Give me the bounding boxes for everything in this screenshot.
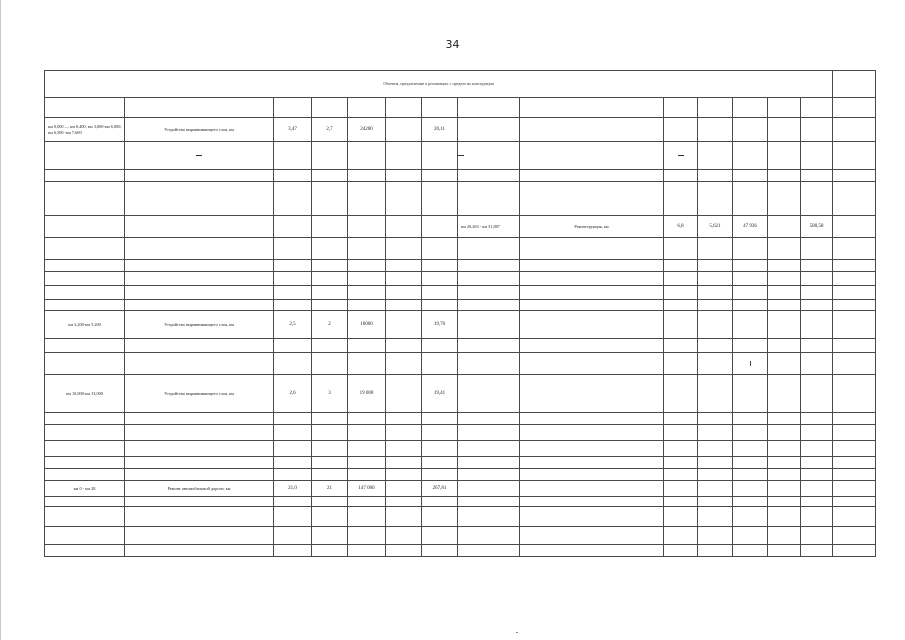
- work-cell: Ремонт автомобильной дороги, км: [125, 481, 274, 497]
- dash-mark: [678, 155, 684, 156]
- work-cell: Устройство выравнивающего слоя, км: [125, 375, 274, 413]
- value-cell: 21: [312, 481, 348, 497]
- table-row: [45, 497, 876, 507]
- table-row: [45, 98, 876, 118]
- table-row: [45, 339, 876, 353]
- value-cell: 2: [312, 311, 348, 339]
- table-row: [45, 311, 876, 339]
- value-cell: 20,11: [422, 118, 458, 142]
- value-cell: 2,6: [274, 375, 312, 413]
- value-cell: 19,70: [422, 311, 458, 339]
- value-cell: 19,41: [422, 375, 458, 413]
- table-row: [45, 182, 876, 216]
- table-row: [45, 425, 876, 441]
- table-row: [45, 170, 876, 182]
- value-cell: 5,621: [698, 216, 733, 238]
- segment-cell: км 3,200-км 5,200: [45, 311, 125, 339]
- scan-speck: [516, 632, 518, 633]
- value-cell: 21,0: [274, 481, 312, 497]
- work-cell: Реконструкция, км: [520, 216, 664, 238]
- dash-mark: [458, 155, 464, 156]
- value-cell: 47 936: [733, 216, 768, 238]
- table-row: [45, 413, 876, 425]
- table-row: [45, 441, 876, 457]
- page-number: 34: [445, 38, 460, 51]
- objects-table: [44, 70, 876, 557]
- table-row: [45, 481, 876, 497]
- table-header-row: [45, 71, 876, 98]
- table-row: [45, 469, 876, 481]
- value-cell: 6,8: [664, 216, 698, 238]
- table-row: [45, 507, 876, 527]
- value-cell: 267,81: [422, 481, 458, 497]
- segment-cell: км 0 - км 28: [45, 481, 125, 497]
- table-row: [45, 353, 876, 375]
- table-row: [45, 527, 876, 545]
- tick-mark: [750, 361, 751, 366]
- table-row: [45, 118, 876, 142]
- table-row: [45, 286, 876, 300]
- table-row: [45, 457, 876, 469]
- value-cell: 3,47: [274, 118, 312, 142]
- value-cell: 24200: [348, 118, 386, 142]
- table-row: [45, 300, 876, 311]
- segment-cell: км 20,263 - км 31,887: [458, 216, 520, 238]
- value-cell: 16000: [348, 311, 386, 339]
- table-row: [45, 375, 876, 413]
- page-left-edge: [0, 0, 1, 640]
- segment-cell: км 0,000 — км 0,400; км 3,000-км 6,000; км 6,500 -км 7,600: [45, 118, 125, 142]
- table-row: [45, 272, 876, 286]
- value-cell: 2,5: [274, 311, 312, 339]
- work-cell: Устройство выравнивающего слоя, км: [125, 118, 274, 142]
- dash-mark: [196, 155, 202, 156]
- table-banner: Объекты, предлагаемые к реализации, с пределе их конструкции: [45, 71, 833, 98]
- value-cell: 580,58: [801, 216, 833, 238]
- value-cell: 19 000: [348, 375, 386, 413]
- value-cell: 2,7: [312, 118, 348, 142]
- table-row: [45, 216, 876, 238]
- table-row: [45, 142, 876, 170]
- work-cell: Устройство выравнивающего слоя, км: [125, 311, 274, 339]
- value-cell: 147 000: [348, 481, 386, 497]
- table-row: [45, 545, 876, 557]
- table-row: [45, 260, 876, 272]
- value-cell: 3: [312, 375, 348, 413]
- segment-cell: км 10,000-км 13,000: [45, 375, 125, 413]
- table-row: [45, 238, 876, 260]
